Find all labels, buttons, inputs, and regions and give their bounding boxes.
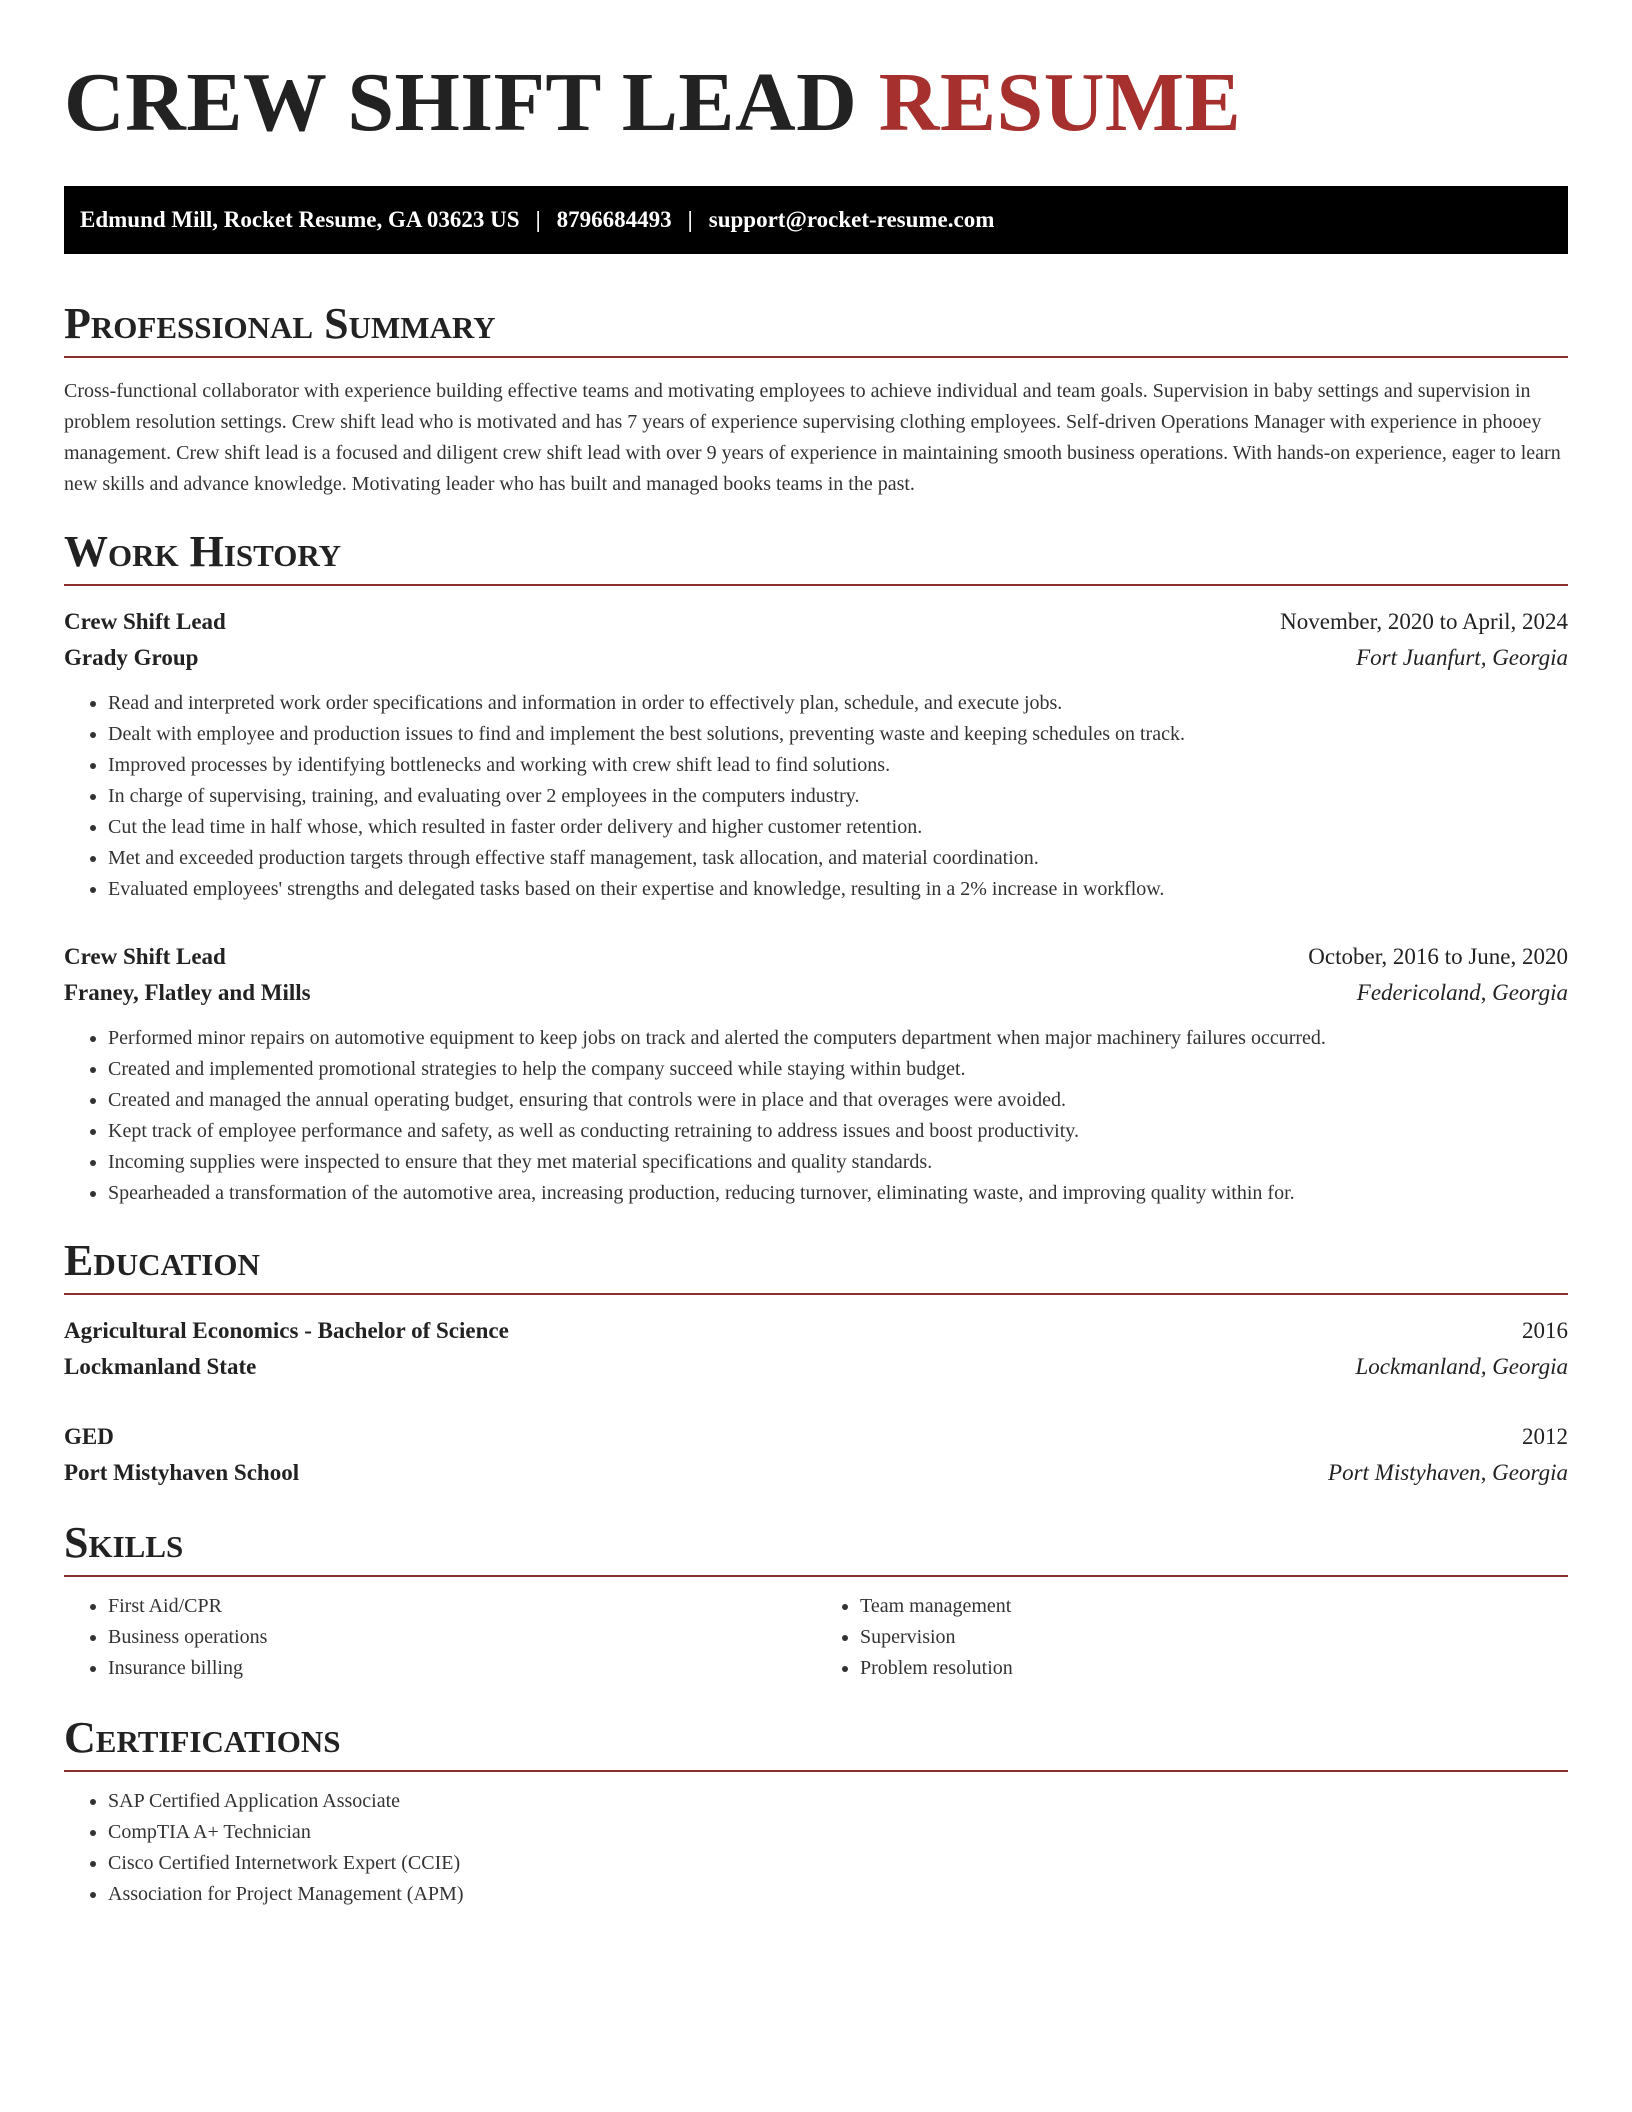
contact-address: Edmund Mill, Rocket Resume, GA 03623 US bbox=[80, 207, 520, 232]
job-location: Federicoland, Georgia bbox=[1356, 980, 1568, 1005]
certifications-heading: Certifications bbox=[64, 1710, 1568, 1772]
job-dates: October, 2016 to June, 2020 bbox=[1308, 944, 1568, 969]
job-title: Crew Shift Lead bbox=[64, 944, 226, 969]
skills-grid bbox=[64, 1591, 1568, 1684]
contact-bar bbox=[64, 186, 1568, 254]
title-main: CREW SHIFT LEAD bbox=[64, 56, 858, 149]
education-heading: Education bbox=[64, 1233, 1568, 1295]
job-bullets bbox=[64, 1023, 1568, 1209]
contact-separator: | bbox=[535, 207, 541, 232]
list-item: • Business operations bbox=[108, 1622, 816, 1653]
contact-separator: | bbox=[687, 207, 693, 232]
work-history-heading: Work History bbox=[64, 524, 1568, 586]
education-year: 2016 bbox=[1522, 1318, 1568, 1343]
list-item: • Read and interpreted work order specifications and information in order to effectively plan, schedule, and execute jobs. bbox=[108, 688, 1568, 719]
summary-text: Cross-functional collaborator with experience building effective teams and motivating employees to achieve individual and team goals. Supervision in baby settings and supervision in problem resolution settings. Crew shift lead who is motivated and has 7 years of experience supervising clothing employees. Self-driven Operations Manager with experience in phooey management. Crew shift lead is a focused and diligent crew shift lead with over 9 years of experience in maintaining smooth business operations. With hands-on experience, eager to learn new skills and advance knowledge. Motivating leader who has built and managed books teams in the past. bbox=[64, 380, 1561, 495]
list-item: • First Aid/CPR bbox=[108, 1591, 816, 1622]
list-item: • Association for Project Management (APM) bbox=[108, 1879, 1568, 1910]
skills-column-left bbox=[64, 1591, 816, 1684]
list-item: • Insurance billing bbox=[108, 1653, 816, 1684]
job-location: Fort Juanfurt, Georgia bbox=[1356, 645, 1568, 670]
education-location: Port Mistyhaven, Georgia bbox=[1328, 1460, 1568, 1485]
education-school: Lockmanland State bbox=[64, 1354, 257, 1379]
education-entry bbox=[64, 1421, 1568, 1489]
list-item: • Created and implemented promotional strategies to help the company succeed while staying within budget. bbox=[108, 1054, 1568, 1085]
list-item: • Kept track of employee performance and safety, as well as conducting retraining to address issues and boost productivity. bbox=[108, 1116, 1568, 1147]
summary-heading: Professional Summary bbox=[64, 296, 1568, 358]
list-item: • Cut the lead time in half whose, which resulted in faster order delivery and higher customer retention. bbox=[108, 812, 1568, 843]
list-item: • Team management bbox=[860, 1591, 1568, 1622]
title-accent: RESUME bbox=[878, 56, 1242, 149]
education-school: Port Mistyhaven School bbox=[64, 1460, 300, 1485]
list-item: • Met and exceeded production targets through effective staff management, task allocation, and material coordination. bbox=[108, 843, 1568, 874]
list-item: • Supervision bbox=[860, 1622, 1568, 1653]
education-location: Lockmanland, Georgia bbox=[1355, 1354, 1568, 1379]
education-degree: GED bbox=[64, 1424, 114, 1449]
job-title: Crew Shift Lead bbox=[64, 609, 226, 634]
list-item: • SAP Certified Application Associate bbox=[108, 1786, 1568, 1817]
job-entry bbox=[64, 606, 1568, 905]
job-company: Grady Group bbox=[64, 645, 199, 670]
list-item: • Incoming supplies were inspected to ensure that they met material specifications and quality standards. bbox=[108, 1147, 1568, 1178]
list-item: • Evaluated employees' strengths and delegated tasks based on their expertise and knowledge, resulting in a 2% increase in workflow. bbox=[108, 874, 1568, 905]
certifications-list bbox=[64, 1786, 1568, 1910]
list-item: • In charge of supervising, training, and evaluating over 2 employees in the computers industry. bbox=[108, 781, 1568, 812]
list-item: • Performed minor repairs on automotive equipment to keep jobs on track and alerted the computers department when major machinery failures occurred. bbox=[108, 1023, 1568, 1054]
education-year: 2012 bbox=[1522, 1424, 1568, 1449]
job-company: Franey, Flatley and Mills bbox=[64, 980, 311, 1005]
skills-heading: Skills bbox=[64, 1515, 1568, 1577]
job-dates: November, 2020 to April, 2024 bbox=[1280, 609, 1568, 634]
education-entry bbox=[64, 1315, 1568, 1383]
contact-email[interactable]: support@rocket-resume.com bbox=[708, 207, 995, 232]
list-item: • Problem resolution bbox=[860, 1653, 1568, 1684]
list-item: • Dealt with employee and production issues to find and implement the best solutions, preventing waste and keeping schedules on track. bbox=[108, 719, 1568, 750]
education-degree: Agricultural Economics - Bachelor of Science bbox=[64, 1318, 509, 1343]
list-item: • Cisco Certified Internetwork Expert (CCIE) bbox=[108, 1848, 1568, 1879]
list-item: • CompTIA A+ Technician bbox=[108, 1817, 1568, 1848]
job-entry bbox=[64, 941, 1568, 1209]
list-item: • Created and managed the annual operating budget, ensuring that controls were in place and that overages were avoided. bbox=[108, 1085, 1568, 1116]
resume-title bbox=[64, 0, 1568, 148]
list-item: • Spearheaded a transformation of the automotive area, increasing production, reducing turnover, eliminating waste, and improving quality within for. bbox=[108, 1178, 1568, 1209]
job-bullets bbox=[64, 688, 1568, 905]
list-item: • Improved processes by identifying bottlenecks and working with crew shift lead to find solutions. bbox=[108, 750, 1568, 781]
skills-column-right bbox=[816, 1591, 1568, 1684]
contact-phone[interactable]: 8796684493 bbox=[556, 207, 672, 232]
